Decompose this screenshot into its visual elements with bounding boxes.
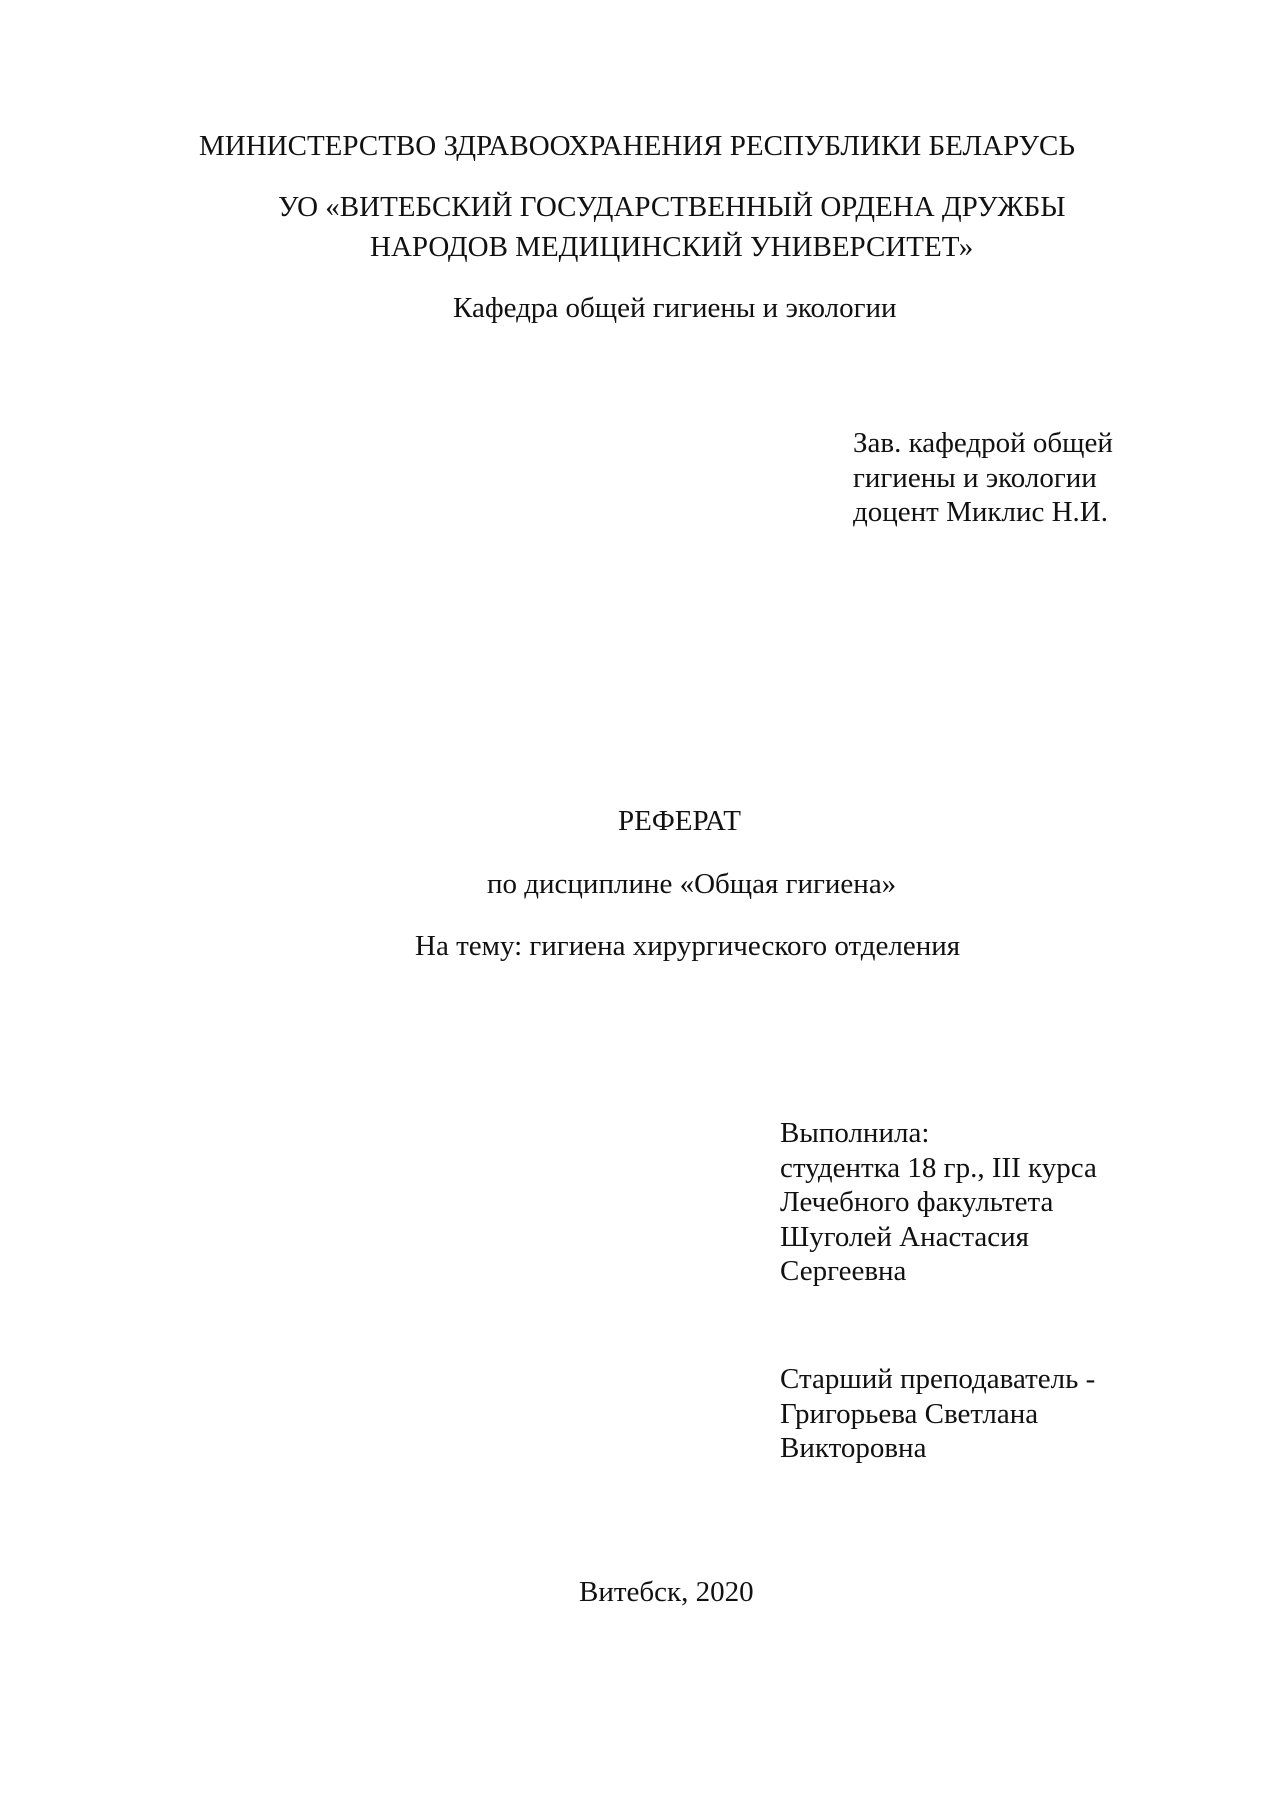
supervisor-line: Григорьева Светлана — [780, 1397, 1039, 1430]
author-block — [780, 1116, 1097, 1289]
author-line: Выполнила: — [780, 1117, 930, 1149]
discipline-line: по дисциплине «Общая гигиена» — [487, 868, 897, 900]
head-of-department-line: доцент Миклис Н.И. — [853, 496, 1108, 528]
ministry-title: МИНИСТЕРСТВО ЗДРАВООХРАНЕНИЯ РЕСПУБЛИКИ БЕЛАРУСЬ — [199, 130, 1076, 162]
head-of-department-block — [853, 426, 1113, 530]
author-line: Шуголей Анастасия — [780, 1220, 1029, 1253]
document-type: РЕФЕРАТ — [618, 805, 741, 837]
topic-line: На тему: гигиена хирургического отделения — [415, 930, 961, 962]
head-of-department-line: гигиены и экологии — [853, 461, 1097, 494]
supervisor-line: Викторовна — [780, 1432, 927, 1464]
author-line: студентка 18 гр., III курса — [780, 1151, 1097, 1184]
university-name-line1: УО «ВИТЕБСКИЙ ГОСУДАРСТВЕННЫЙ ОРДЕНА ДРУЖБЫ — [278, 191, 1066, 223]
supervisor-line: Старший преподаватель - — [780, 1363, 1096, 1395]
city-year: Витебск, 2020 — [579, 1576, 754, 1608]
department-name: Кафедра общей гигиены и экологии — [453, 292, 897, 324]
head-of-department-line: Зав. кафедрой общей — [853, 427, 1113, 459]
author-line: Лечебного факультета — [780, 1186, 1054, 1218]
author-line: Сергеевна — [780, 1255, 907, 1287]
supervisor-block — [780, 1362, 1095, 1466]
university-name-line2: НАРОДОВ МЕДИЦИНСКИЙ УНИВЕРСИТЕТ» — [370, 231, 974, 263]
